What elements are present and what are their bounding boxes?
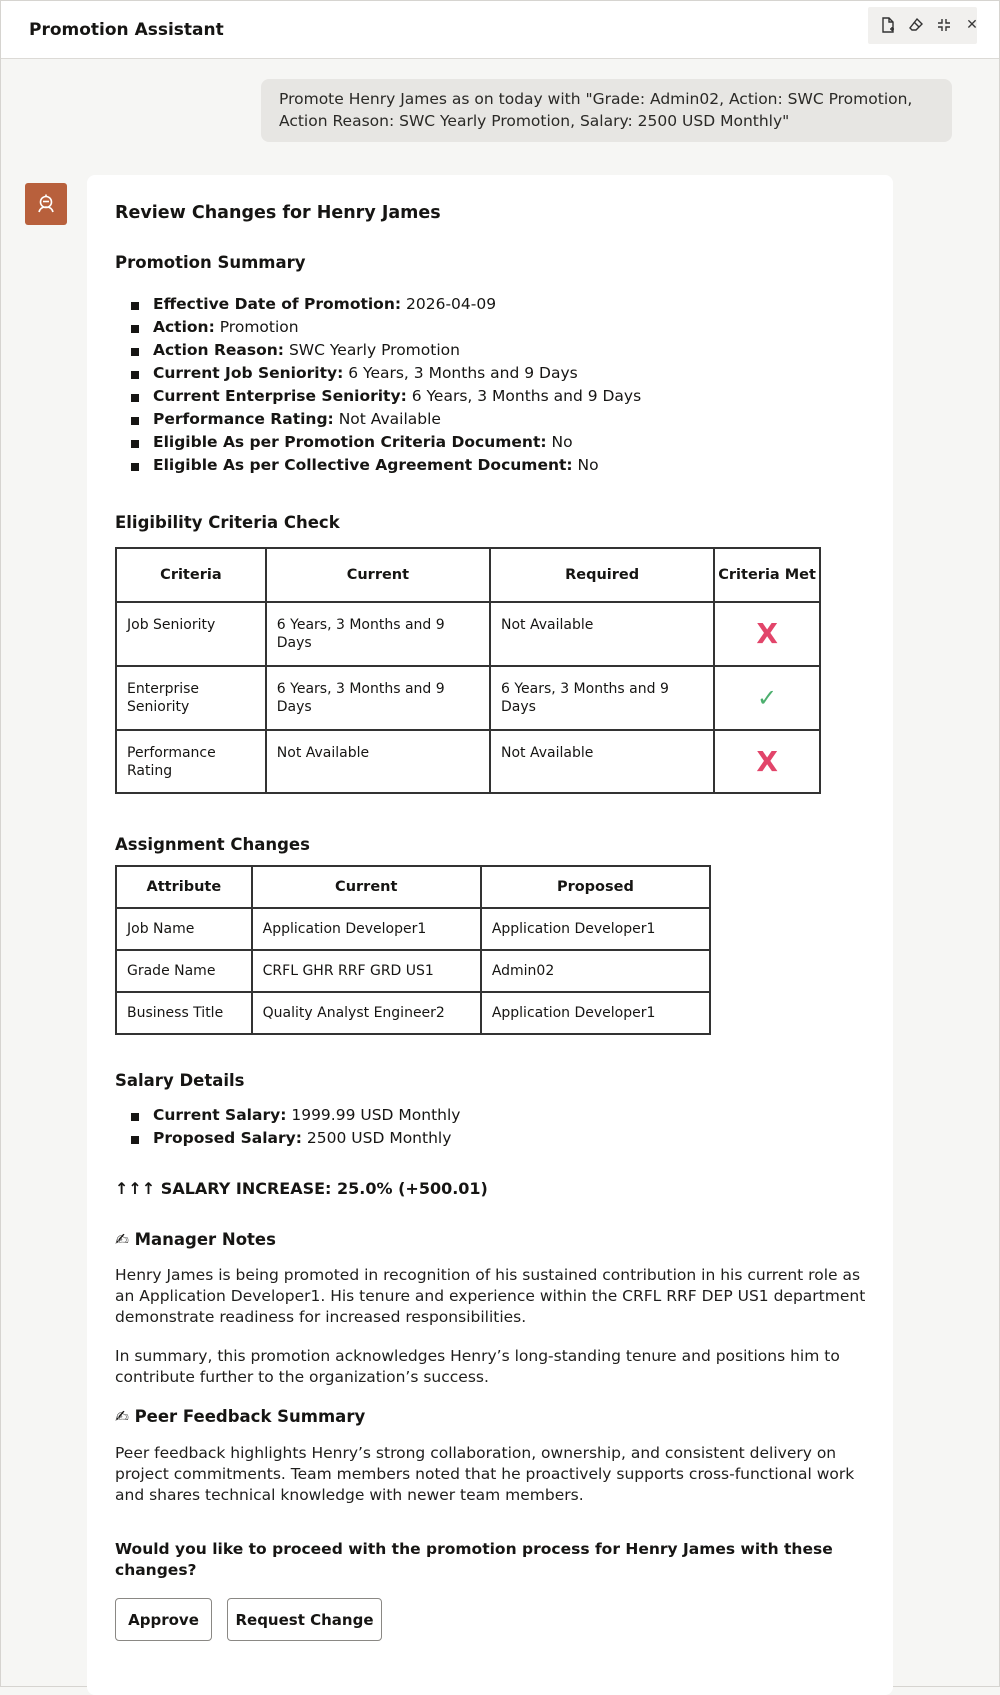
promotion-summary-heading: Promotion Summary (115, 253, 306, 272)
table-row (116, 908, 710, 950)
criteria-met-icon: ✓ (714, 666, 820, 730)
list-item: Action: Promotion (131, 316, 641, 339)
table-row (116, 992, 710, 1034)
current-cell: CRFL GHR RRF GRD US1 (252, 950, 481, 992)
required-cell: 6 Years, 3 Months and 9 Days (490, 666, 714, 730)
list-item: Performance Rating: Not Available (131, 408, 641, 431)
proposed-cell: Application Developer1 (481, 992, 710, 1034)
table-header-row (116, 866, 710, 908)
user-message-bubble: Promote Henry James as on today with "Grade: Admin02, Action: SWC Promotion, Action Reason: SWC Yearly Promotion, Salary: 2500 USD Monthly" (261, 79, 952, 142)
criteria-cell: Performance Rating (116, 730, 266, 793)
column-header: Required (490, 548, 714, 602)
attribute-cell: Business Title (116, 992, 252, 1034)
attribute-cell: Grade Name (116, 950, 252, 992)
proposed-cell: Application Developer1 (481, 908, 710, 950)
table-row (116, 666, 820, 730)
manager-notes-paragraph: In summary, this promotion acknowledges Henry’s long-standing tenure and positions him to contribute further to the organization’s success. (115, 1347, 840, 1386)
column-header: Current (266, 548, 490, 602)
column-header: Current (252, 866, 481, 908)
app-title: Promotion Assistant (29, 20, 224, 40)
assistant-avatar (25, 183, 67, 225)
eligibility-table (115, 547, 821, 794)
list-item: Effective Date of Promotion: 2026-04-09 (131, 293, 641, 316)
table-header-row (116, 548, 820, 602)
manager-notes-heading: ✍ Manager Notes (115, 1230, 276, 1249)
manager-notes-paragraph: Henry James is being promoted in recognition of his sustained contribution in his current role as an Application Developer1. His tenure and experience within the CRFL RRF DEP US1 department demonstrate readiness for increased responsibilities. (115, 1266, 866, 1326)
promotion-summary-list (131, 293, 641, 477)
assignment-table (115, 865, 711, 1035)
current-cell: Not Available (266, 730, 490, 793)
header-toolbar (868, 7, 977, 44)
current-cell: 6 Years, 3 Months and 9 Days (266, 666, 490, 730)
salary-list (131, 1104, 460, 1150)
list-item: Eligible As per Promotion Criteria Document: No (131, 431, 641, 454)
review-title: Review Changes for Henry James (115, 203, 441, 223)
eligibility-heading: Eligibility Criteria Check (115, 513, 340, 532)
required-cell: Not Available (490, 602, 714, 666)
list-item: Current Enterprise Seniority: 6 Years, 3 Months and 9 Days (131, 385, 641, 408)
list-item: Eligible As per Collective Agreement Document: No (131, 454, 641, 477)
column-header: Criteria (116, 548, 266, 602)
criteria-not-met-icon: X (714, 602, 820, 666)
request-change-button[interactable]: Request Change (227, 1598, 382, 1641)
table-row (116, 730, 820, 793)
column-header: Proposed (481, 866, 710, 908)
approve-button[interactable]: Approve (115, 1598, 212, 1641)
current-cell: Application Developer1 (252, 908, 481, 950)
column-header: Criteria Met (714, 548, 820, 602)
confirmation-question: Would you like to proceed with the promotion process for Henry James with these changes? (115, 1540, 833, 1579)
criteria-cell: Job Seniority (116, 602, 266, 666)
bot-icon (35, 193, 57, 215)
list-item: Current Salary: 1999.99 USD Monthly (131, 1104, 460, 1127)
header-bar (1, 1, 999, 59)
table-row (116, 602, 820, 666)
new-document-icon[interactable] (878, 15, 898, 35)
collapse-icon[interactable] (934, 15, 954, 35)
peer-feedback-heading: ✍ Peer Feedback Summary (115, 1407, 366, 1426)
close-icon[interactable]: ✕ (966, 17, 978, 33)
list-item: Proposed Salary: 2500 USD Monthly (131, 1127, 460, 1150)
column-header: Attribute (116, 866, 252, 908)
list-item: Current Job Seniority: 6 Years, 3 Months and 9 Days (131, 362, 641, 385)
assignment-heading: Assignment Changes (115, 835, 310, 854)
salary-increase: ↑↑↑ SALARY INCREASE: 25.0% (+500.01) (115, 1179, 488, 1198)
eraser-icon[interactable] (906, 15, 926, 35)
list-item: Action Reason: SWC Yearly Promotion (131, 339, 641, 362)
required-cell: Not Available (490, 730, 714, 793)
salary-heading: Salary Details (115, 1071, 245, 1090)
criteria-cell: Enterprise Seniority (116, 666, 266, 730)
current-cell: 6 Years, 3 Months and 9 Days (266, 602, 490, 666)
current-cell: Quality Analyst Engineer2 (252, 992, 481, 1034)
attribute-cell: Job Name (116, 908, 252, 950)
peer-feedback-paragraph: Peer feedback highlights Henry’s strong collaboration, ownership, and consistent delivery on project commitments. Team members noted that he proactively supports cross-functional work and shares technical knowledge with newer team members. (115, 1444, 855, 1504)
table-row (116, 950, 710, 992)
criteria-not-met-icon: X (714, 730, 820, 793)
proposed-cell: Admin02 (481, 950, 710, 992)
